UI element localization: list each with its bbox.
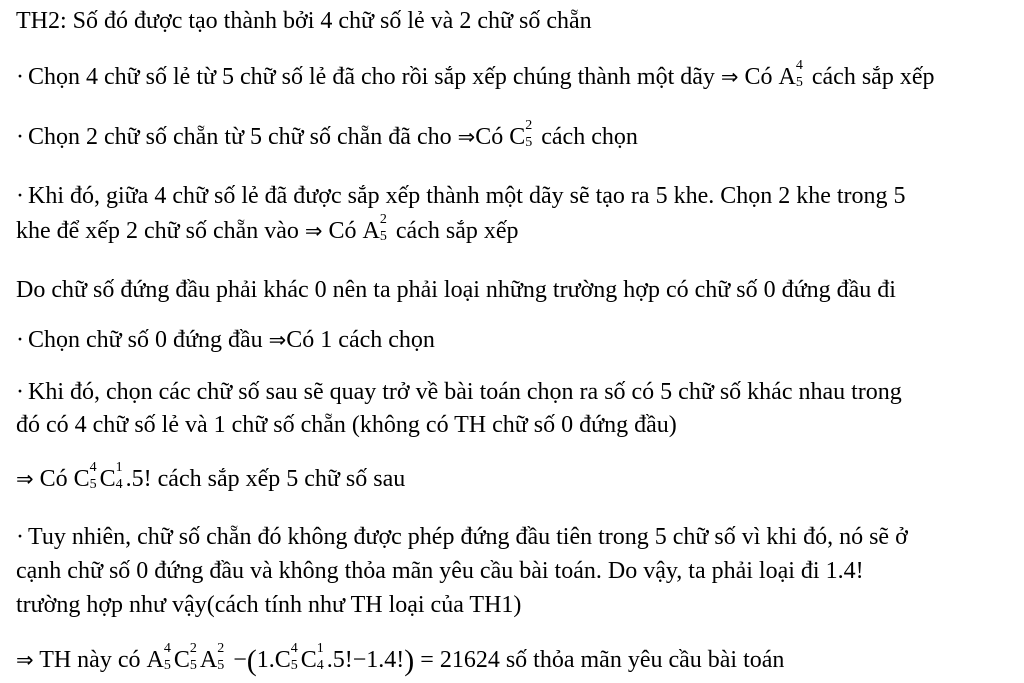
bullet-dot: · — [16, 379, 24, 405]
permutation-a-5-2: A 2 5 — [362, 212, 387, 244]
text-segment: trường hợp như vậy(cách tính như TH loại của TH1) — [16, 592, 522, 618]
combination-c-5-2: C 2 5 — [173, 641, 197, 673]
bullet-line-zero-first — [16, 325, 435, 355]
text-segment: cách sắp xếp — [811, 64, 935, 90]
text-segment: đó có 4 chữ số lẻ và 1 chữ số chẵn (không có TH chữ số 0 đứng đầu) — [16, 412, 677, 438]
text-segment: .5!−1.4! — [326, 647, 405, 673]
close-paren: ) — [404, 644, 415, 677]
text-segment: 1. — [256, 647, 275, 673]
text-segment: Khi đó, giữa 4 chữ số lẻ đã được sắp xếp thành một dãy sẽ tạo ra 5 khe. Chọn 2 khe trong 5 — [28, 183, 906, 209]
combination-c-5-4: C 4 5 — [274, 641, 298, 673]
implies-arrow-icon: ⇒ — [304, 219, 323, 243]
combination-c-5-2: C 2 5 — [509, 118, 533, 150]
text-segment: Chọn chữ số 0 đứng đầu — [28, 327, 263, 353]
text-segment: Do chữ số đứng đầu phải khác 0 nên ta phải loại những trường hợp có chữ số 0 đứng đầu đi — [16, 277, 896, 303]
line-exclude-zero — [16, 275, 896, 305]
text-segment: Khi đó, chọn các chữ số sau sẽ quay trở về bài toán chọn ra số có 5 chữ số khác nhau trong — [28, 379, 902, 405]
text-segment: Có 1 cách chọn — [286, 327, 435, 353]
bullet-line-choose-even — [16, 118, 638, 152]
minus-sign: − — [233, 647, 247, 673]
text-segment: TH này có — [39, 647, 141, 673]
line-final-result — [16, 641, 785, 677]
permutation-a-5-4: A 4 5 — [778, 58, 803, 90]
implies-arrow-icon: ⇒ — [720, 65, 739, 89]
heading-text: TH2: Số đó được tạo thành bởi 4 chữ số lẻ và 2 chữ số chẵn — [16, 8, 592, 34]
open-paren: ( — [246, 644, 257, 677]
combination-c-5-4: C 4 5 — [73, 460, 97, 492]
text-segment: cách chọn — [541, 124, 638, 150]
text-segment: số thỏa mãn yêu cầu bài toán — [505, 647, 785, 673]
text-segment: Có — [328, 218, 357, 244]
bullet-line-however — [16, 522, 908, 552]
text-segment: Chọn 4 chữ số lẻ từ 5 chữ số lẻ đã cho rồi sắp xếp chúng thành một dãy — [28, 64, 715, 90]
implies-arrow-icon: ⇒ — [16, 467, 34, 491]
bullet-line-reduce — [16, 377, 902, 407]
line-however-continued — [16, 556, 864, 586]
text-segment: .5! cách sắp xếp 5 chữ số sau — [125, 466, 406, 492]
text-segment: cạnh chữ số 0 đứng đầu và không thỏa mãn yêu cầu bài toán. Do vậy, ta phải loại đi 1.4! — [16, 558, 864, 584]
implies-arrow-icon: ⇒ — [268, 328, 287, 352]
text-segment: Tuy nhiên, chữ số chẵn đó không được phép đứng đầu tiên trong 5 chữ số vì khi đó, nó sẽ ở — [28, 524, 908, 550]
line-reduce-continued — [16, 410, 677, 440]
bullet-dot: · — [16, 524, 24, 550]
text-segment: Có — [475, 124, 504, 150]
text-segment: khe để xếp 2 chữ số chẵn vào — [16, 218, 299, 244]
bullet-line-choose-odd — [16, 58, 935, 92]
implies-arrow-icon: ⇒ — [457, 125, 476, 149]
text-segment: Chọn 2 chữ số chẵn từ 5 chữ số chẵn đã cho — [28, 124, 452, 150]
permutation-a-5-2: A 2 5 — [199, 641, 225, 673]
bullet-dot: · — [16, 124, 24, 150]
line-gaps-continued — [16, 212, 519, 246]
permutation-a-5-4: A 4 5 — [146, 641, 171, 673]
bullet-dot: · — [16, 183, 24, 209]
bullet-line-gaps — [16, 181, 906, 211]
result-value: = 21624 — [420, 647, 500, 673]
bullet-dot: · — [16, 327, 24, 353]
text-segment: Có — [744, 64, 773, 90]
bullet-dot: · — [16, 64, 24, 90]
combination-c-4-1: C 1 4 — [99, 460, 123, 492]
text-segment: cách sắp xếp — [395, 218, 519, 244]
text-segment: Có — [39, 466, 68, 492]
line-however-continued-2 — [16, 590, 521, 620]
heading-th2 — [16, 6, 592, 36]
combination-c-4-1: C 1 4 — [300, 641, 324, 673]
line-arrangements — [16, 460, 406, 494]
implies-arrow-icon: ⇒ — [16, 648, 34, 672]
